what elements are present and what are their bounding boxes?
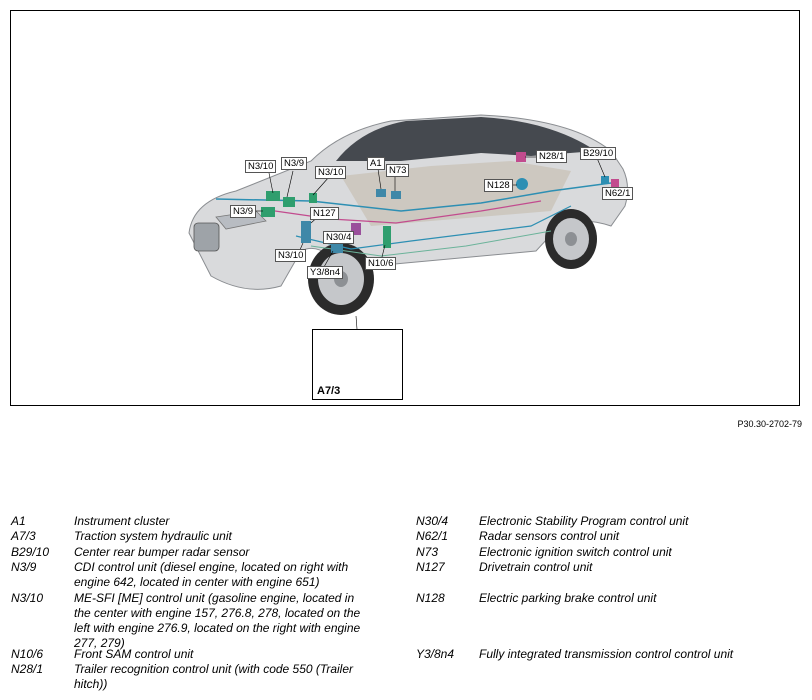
callout-a1: A1 — [367, 157, 385, 170]
legend-code: B29/10 — [11, 545, 50, 559]
inset-box — [312, 329, 403, 400]
callout-n127: N127 — [310, 207, 339, 220]
legend-code: N3/9 — [11, 560, 37, 574]
legend-description: the center with engine 157, 276.8, 278, located on the — [74, 606, 361, 620]
legend-description: Electric parking brake control unit — [479, 591, 657, 605]
callout-n3-9-top: N3/9 — [281, 157, 307, 170]
legend-description: 277, 279) — [74, 636, 125, 650]
callout-n3-9-left: N3/9 — [230, 205, 256, 218]
figure-frame — [10, 10, 800, 406]
legend-description: engine 642, located in center with engine 651) — [74, 575, 320, 589]
legend-description: Fully integrated transmission control control unit — [479, 647, 734, 661]
legend-description: hitch)) — [74, 677, 108, 691]
legend-description: Center rear bumper radar sensor — [74, 545, 250, 559]
legend-code: N62/1 — [416, 529, 449, 543]
legend-description: Electronic ignition switch control unit — [479, 545, 672, 559]
car-illustration — [11, 11, 800, 406]
callout-n3-10-top: N3/10 — [245, 160, 276, 173]
legend-code: N28/1 — [11, 662, 44, 676]
legend-code: N3/10 — [11, 591, 44, 605]
legend-code: N30/4 — [416, 514, 449, 528]
legend-description: CDI control unit (diesel engine, located on right with — [74, 560, 349, 574]
callout-n62-1: N62/1 — [602, 187, 633, 200]
callout-b29-10: B29/10 — [580, 147, 616, 160]
legend-description: Radar sensors control unit — [479, 529, 620, 543]
figure-reference: P30.30-2702-79 — [737, 419, 802, 429]
callout-n73: N73 — [386, 164, 409, 177]
callout-n28-1: N28/1 — [536, 150, 567, 163]
legend-code: A7/3 — [11, 529, 36, 543]
callout-n30-4: N30/4 — [323, 231, 354, 244]
legend-description: Front SAM control unit — [74, 647, 194, 661]
legend-code: N10/6 — [11, 647, 44, 661]
legend-code: N128 — [416, 591, 445, 605]
legend-description: ME-SFI [ME] control unit (gasoline engine, located in — [74, 591, 355, 605]
legend-description: Instrument cluster — [74, 514, 170, 528]
callout-y3-8n4: Y3/8n4 — [307, 266, 343, 279]
legend-code: N127 — [416, 560, 445, 574]
legend-description: Drivetrain control unit — [479, 560, 593, 574]
callout-n3-10-low: N3/10 — [275, 249, 306, 262]
legend-code: A1 — [11, 514, 26, 528]
legend-description: Traction system hydraulic unit — [74, 529, 232, 543]
inset-label: A7/3 — [317, 385, 341, 397]
callout-n3-10-mid: N3/10 — [315, 166, 346, 179]
legend-description: Electronic Stability Program control unit — [479, 514, 689, 528]
legend-code: N73 — [416, 545, 439, 559]
legend-code: Y3/8n4 — [416, 647, 455, 661]
callout-n128: N128 — [484, 179, 513, 192]
callout-n10-6: N10/6 — [365, 257, 396, 270]
legend-description: left with engine 276.9, located on the right with engine — [74, 621, 361, 635]
legend-description: Trailer recognition control unit (with code 550 (Trailer — [74, 662, 354, 676]
